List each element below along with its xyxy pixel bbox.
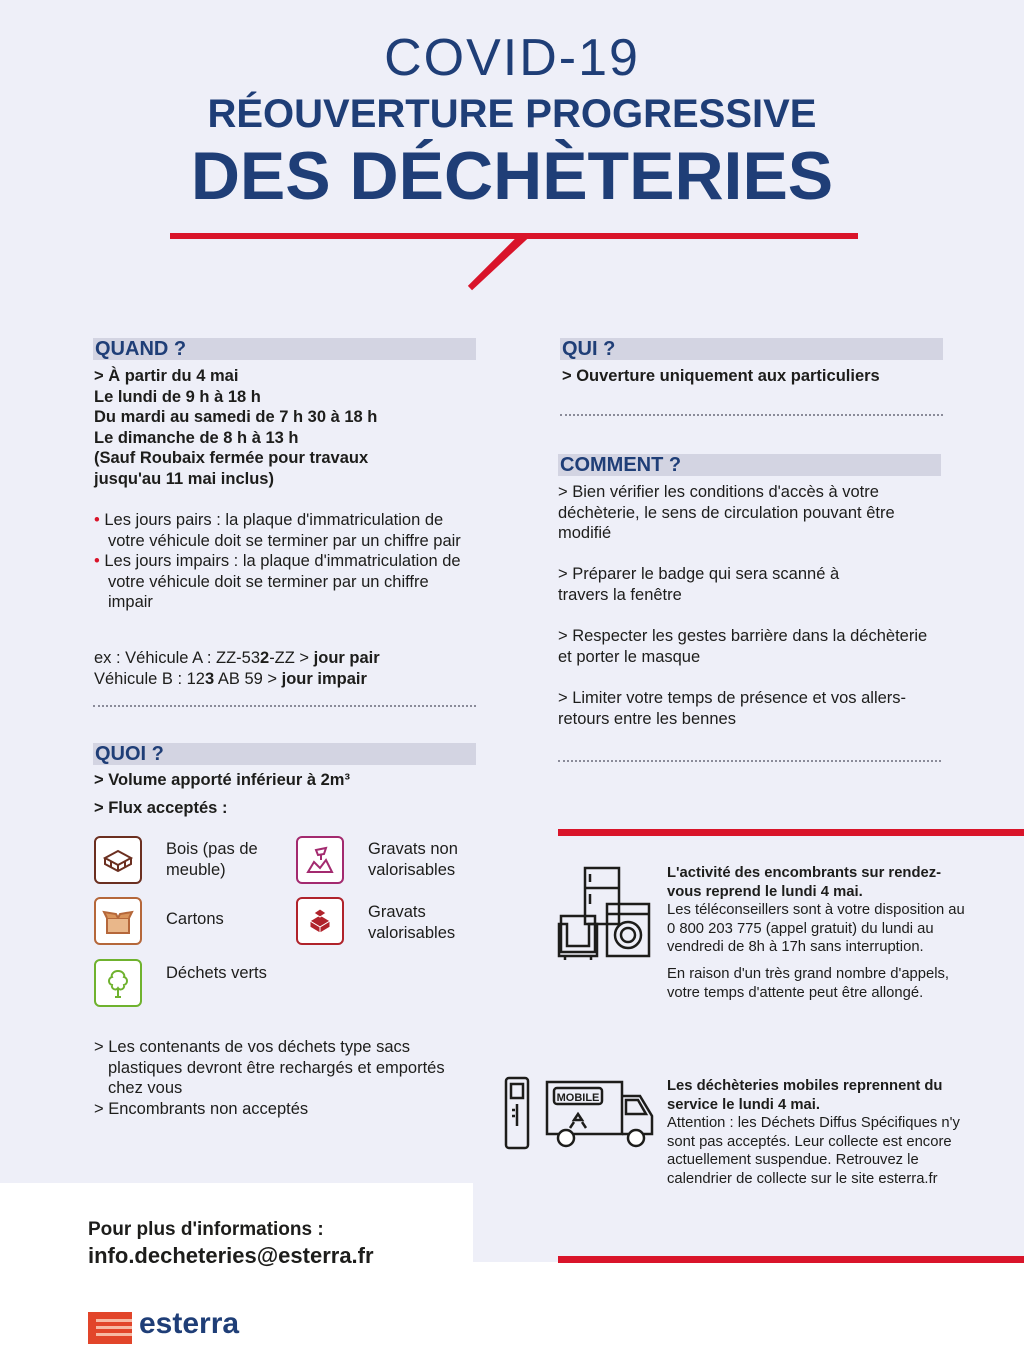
encombrants-text: Les téléconseillers sont à votre disposition au 0 800 203 775 (appel gratuit) du lundi au vendredi de 8h à 17h sans interruption. (667, 902, 965, 956)
title-reouverture: RÉOUVERTURE PROGRESSIVE (207, 92, 817, 136)
quoi-note: > Encombrants non acceptés (94, 1099, 309, 1118)
mobiles-block (667, 1077, 967, 1189)
quoi-note: > Les contenants de vos déchets type sacs plastiques devront être rechargés et emportés chez vous (94, 1038, 445, 1098)
mobiles-text: Attention : les Déchets Diffus Spécifiques n'y sont pas acceptés. Leur collecte est encore actuellement suspendue. Retrouvez le calendrier de collecte sur le site esterra.fr (667, 1115, 960, 1187)
mobiles-bold: Les déchèteries mobiles reprennent du service le lundi 4 mai. (667, 1078, 943, 1113)
flux-label-gravats-valorisables: Gravats valorisables (368, 903, 456, 942)
tree-icon (94, 959, 142, 1007)
appliances-icon (557, 866, 653, 962)
comment-item: > Respecter les gestes barrière dans la déchèterie et porter le masque (558, 627, 928, 666)
esterra-logo-text: esterra (139, 1307, 240, 1340)
quand-line: Le lundi de 9 h à 18 h (94, 387, 261, 406)
example-text: ex : Véhicule A : ZZ-53 (94, 649, 260, 667)
phone-badge-icon (504, 1076, 530, 1150)
section-header-quand: QUAND ? (93, 338, 476, 360)
quand-bullets (94, 510, 478, 613)
red-bar-bottom (558, 1256, 1024, 1263)
dotted-divider (93, 705, 476, 707)
info-label: Pour plus d'informations : (88, 1219, 324, 1240)
dotted-divider (558, 760, 941, 762)
example-text: Véhicule B : 12 (94, 669, 205, 688)
comment-item: > Bien vérifier les conditions d'accès à votre déchèterie, le sens de circulation pouvant être modifié (558, 483, 895, 543)
example-text: AB 59 > (214, 669, 282, 688)
example-digit: 3 (205, 669, 215, 688)
quoi-volume: > Volume apporté inférieur à 2m³ (94, 771, 350, 789)
comment-item: > Préparer le badge qui sera scanné à travers la fenêtre (558, 565, 840, 604)
quand-line: (Sauf Roubaix fermée pour travaux (94, 449, 369, 468)
truck-label: MOBILE (556, 1092, 600, 1104)
flux-label-bois: Bois (pas de meuble) (166, 840, 258, 879)
example-result: jour impair (281, 669, 367, 688)
example-text: -ZZ > (269, 649, 314, 667)
bullet-text: Les jours pairs : la plaque d'immatriculation de votre véhicule doit se terminer par un chiffre pair (104, 511, 461, 550)
mobile-truck-icon (544, 1076, 656, 1150)
encombrants-bold: L'activité des encombrants sur rendez-vous reprend le lundi 4 mai. (667, 865, 942, 900)
speech-bubble-underline (170, 230, 860, 296)
quand-line: jusqu'au 11 mai inclus) (94, 469, 274, 488)
quoi-flux: > Flux acceptés : (94, 799, 228, 817)
flux-label-dechets-verts: Déchets verts (166, 964, 267, 982)
title-decheteries: DES DÉCHÈTERIES (190, 138, 834, 214)
bullet-item (94, 551, 478, 613)
quand-schedule (94, 366, 484, 490)
quand-line: > À partir du 4 mai (94, 367, 239, 385)
bullet-dot: • (94, 552, 105, 571)
bullet-dot: • (94, 511, 105, 529)
example-digit: 2 (260, 649, 270, 667)
quand-examples (94, 648, 484, 689)
flux-label-gravats-non-valorisables: Gravats non valorisables (368, 840, 458, 879)
section-header-comment: COMMENT ? (558, 454, 941, 476)
bullet-text: Les jours impairs : la plaque d'immatriculation de votre véhicule doit se terminer par un chiffre impair (104, 552, 461, 612)
dotted-divider (560, 414, 943, 416)
pallet-icon (94, 836, 142, 884)
esterra-logo-icon (88, 1312, 136, 1344)
example-b (94, 669, 484, 690)
example-result: jour pair (313, 649, 380, 667)
bullet-item (94, 510, 478, 551)
title-covid: COVID-19 (384, 29, 640, 87)
page-background-extension (473, 1180, 1024, 1262)
example-a (94, 648, 484, 669)
quoi-notes (94, 1037, 454, 1119)
red-bar-top (558, 829, 1024, 836)
flux-label-cartons: Cartons (166, 910, 224, 928)
bricks-icon (296, 897, 344, 945)
section-header-qui: QUI ? (560, 338, 943, 360)
comment-item: > Limiter votre temps de présence et vos allers-retours entre les bennes (558, 688, 907, 728)
info-email-link[interactable]: info.decheteries@esterra.fr (88, 1243, 374, 1268)
encombrants-text: En raison d'un très grand nombre d'appels, votre temps d'attente peut être allongé. (667, 965, 950, 1001)
quand-line: Du mardi au samedi de 7 h 30 à 18 h (94, 408, 378, 427)
encombrants-block (667, 864, 967, 1002)
cardboard-box-icon (94, 897, 142, 945)
rubble-icon (296, 836, 344, 884)
comment-list (558, 482, 938, 729)
section-header-quoi: QUOI ? (93, 743, 476, 765)
quand-line: Le dimanche de 8 h à 13 h (94, 428, 299, 447)
qui-text: > Ouverture uniquement aux particuliers (562, 367, 880, 385)
